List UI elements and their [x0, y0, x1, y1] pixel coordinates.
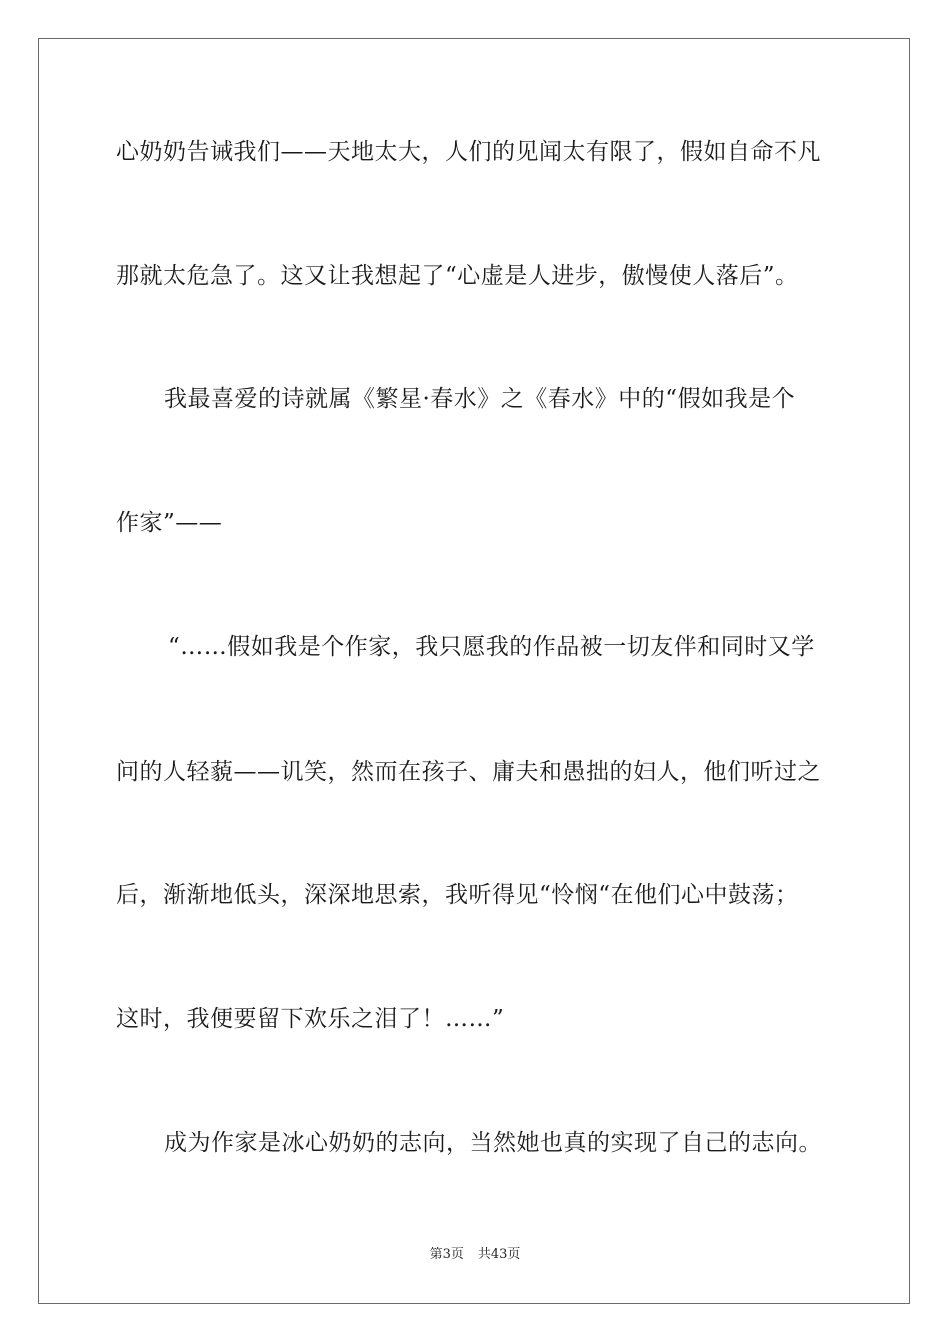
text-line-7: 后，渐渐地低头，深深地思索，我听得见“怜悯“在他们心中鼓荡； [116, 882, 799, 908]
text-line-5: “……假如我是个作家，我只愿我的作品被一切友伴和同时又学 [168, 634, 815, 660]
text-line-9: 成为作家是冰心奶奶的志向，当然她也真的实现了自己的志向。 [164, 1130, 822, 1156]
page-frame [38, 38, 910, 1304]
text-line-1: 心奶奶告诫我们——天地太大，人们的见闻太有限了，假如自命不凡 [116, 139, 821, 165]
page-number-total: 共43页 [477, 1247, 521, 1262]
text-line-6: 问的人轻藐——讥笑，然而在孩子、庸夫和愚拙的妇人，他们听过之 [116, 759, 821, 785]
page-number-current: 第3页 [429, 1247, 464, 1262]
page-footer [0, 1246, 950, 1264]
text-line-4: 作家”—— [116, 510, 223, 536]
text-line-8: 这时，我便要留下欢乐之泪了！……” [116, 1006, 505, 1032]
text-line-2: 那就太危急了。这又让我想起了“心虚是人进步，傲慢使人落后”。 [116, 263, 799, 289]
text-line-3: 我最喜爱的诗就属《繁星·春水》之《春水》中的“假如我是个 [164, 386, 796, 412]
